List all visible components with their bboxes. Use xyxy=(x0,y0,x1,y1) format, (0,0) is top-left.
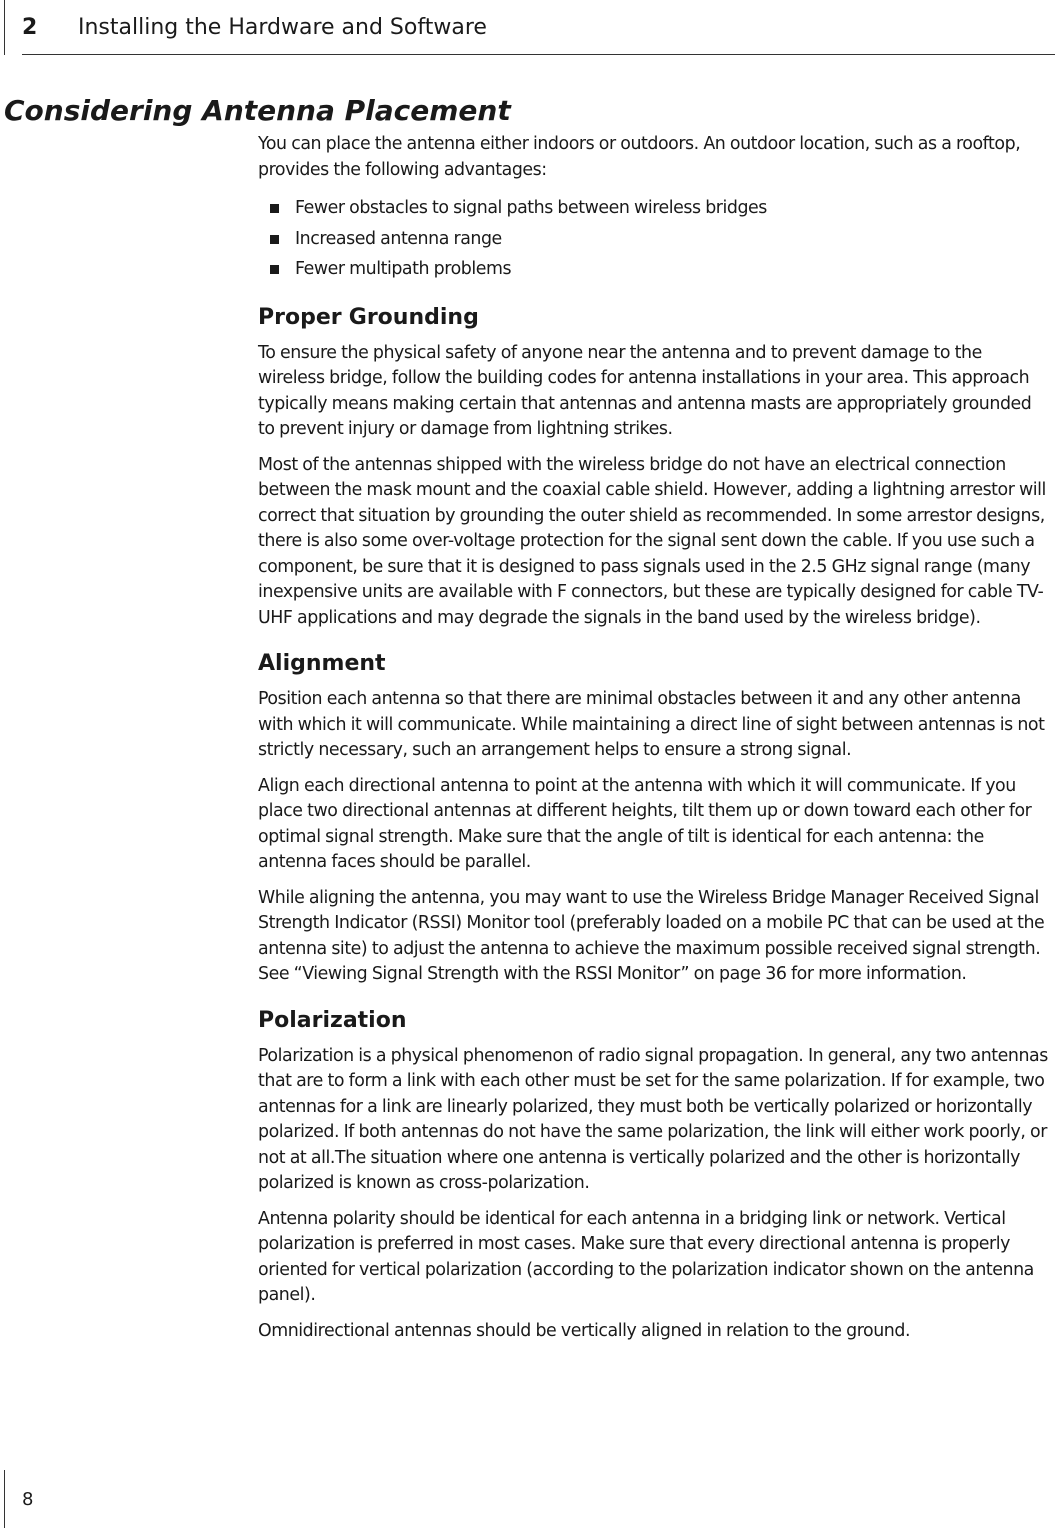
polarization-paragraph: Antenna polarity should be identical for each antenna in a bridging link or network. Vertical polarization is preferred in most cases. Make sure that every directional antenna is properly oriented for vertical polarization (according to the polarization indicator shown on the antenna panel). xyxy=(258,1208,1034,1305)
page-number: 8 xyxy=(22,1489,34,1510)
square-bullet-icon xyxy=(270,204,279,213)
alignment-heading: Alignment xyxy=(258,651,386,676)
chapter-number: 2 xyxy=(22,15,38,40)
square-bullet-icon xyxy=(270,235,279,244)
header-horizontal-rule xyxy=(22,54,1055,55)
grounding-heading: Proper Grounding xyxy=(258,304,479,330)
square-bullet-icon xyxy=(270,265,279,274)
header-vertical-rule xyxy=(4,0,5,55)
polarization-paragraph: Polarization is a physical phenomenon of radio signal propagation. In general, any two antennas that are to form a link with each other must be set for the same polarization. If for example, two antennas for a link are linearly polarized, they must both be vertically polarized or horizontally polarized. If both antennas do not have the same polarization, the link will either work poorly, or not at all.The situation where one antenna is vertically polarized and the other is horizontally polarized is known as cross-polarization. xyxy=(258,1045,1048,1193)
page-header xyxy=(0,0,1055,56)
footer-vertical-rule xyxy=(4,1470,5,1528)
alignment-paragraph: Align each directional antenna to point at the antenna with which it will communicate. If you place two directional antennas at different heights, tilt them up or down toward each other for optimal signal strength. Make sure that the angle of tilt is identical for each antenna: the antenna faces should be parallel. xyxy=(258,775,1032,872)
list-item-text: Increased antenna range xyxy=(295,228,502,249)
list-item-text: Fewer obstacles to signal paths between wireless bridges xyxy=(295,198,767,218)
list-item-text: Fewer multipath problems xyxy=(295,259,512,279)
list-item xyxy=(258,224,1048,255)
list-item xyxy=(258,254,1048,285)
polarization-paragraph: Omnidirectional antennas should be vertically aligned in relation to the ground. xyxy=(258,1320,911,1341)
main-content xyxy=(258,132,1048,1354)
polarization-heading: Polarization xyxy=(258,1007,407,1033)
chapter-title: Installing the Hardware and Software xyxy=(78,15,487,40)
intro-paragraph: You can place the antenna either indoors or outdoors. An outdoor location, such as a rooftop, provides the following advantages: xyxy=(258,134,1021,180)
alignment-paragraph: Position each antenna so that there are minimal obstacles between it and any other antenna with which it will communicate. While maintaining a direct line of sight between antennas is not strictly necessary, such an arrangement helps to ensure a strong signal. xyxy=(258,689,1045,760)
list-item xyxy=(258,193,1048,224)
section-title: Considering Antenna Placement xyxy=(4,94,511,127)
grounding-paragraph: Most of the antennas shipped with the wireless bridge do not have an electrical connection between the mask mount and the coaxial cable shield. However, adding a lightning arrestor will correct that situation by grounding the outer shield as recommended. In some arrestor designs, there is also some over-voltage protection for the signal sent down the cable. If you use such a component, be sure that it is designed to pass signals used in the 2.5 GHz signal range (many inexpensive units are available with F connectors, but these are typically designed for cable TV-UHF applications and may degrade the signals in the band used by the wireless bridge). xyxy=(258,454,1046,628)
grounding-paragraph: To ensure the physical safety of anyone near the antenna and to prevent damage to the wireless bridge, follow the building codes for antenna installations in your area. This approach typically means making certain that antennas and antenna masts are appropriately grounded to prevent injury or damage from lightning strikes. xyxy=(258,342,1032,439)
alignment-paragraph: While aligning the antenna, you may want to use the Wireless Bridge Manager Received Signal Strength Indicator (RSSI) Monitor tool (preferably loaded on a mobile PC that can be used at the antenna site) to adjust the antenna to achieve the maximum possible received signal strength. See “Viewing Signal Strength with the RSSI Monitor” on page 36 for more information. xyxy=(258,887,1045,984)
advantages-list xyxy=(258,193,1048,285)
